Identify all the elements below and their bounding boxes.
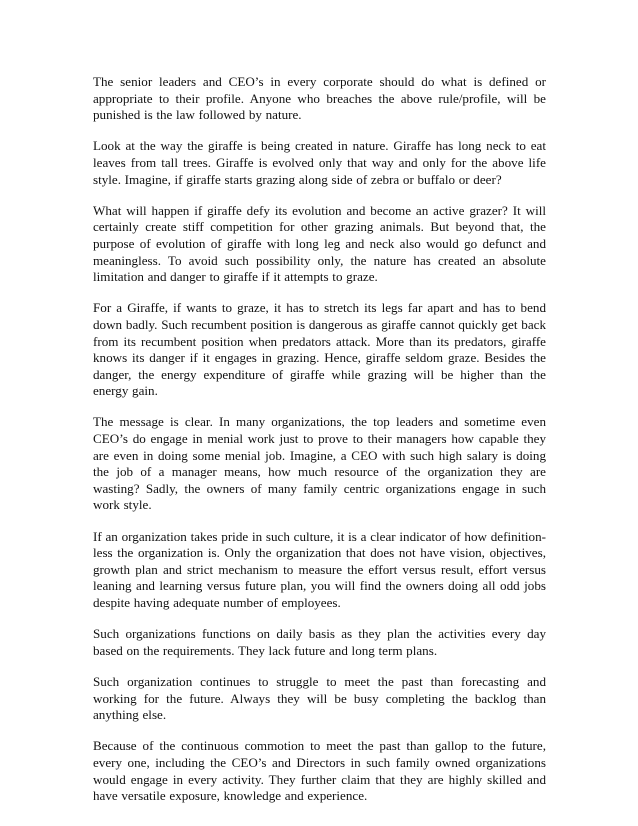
paragraph: If an organization takes pride in such culture, it is a clear indicator of how definition-less the organization is. Only the organization that does not have vision, objectives, growth plan and strict mechanism to measure the effort versus result, effort versus leaning and learning versus future plan, you will find the owners doing all odd jobs despite having adequate number of employees.	[93, 528, 546, 610]
paragraph: What will happen if giraffe defy its evolution and become an active grazer? It will certainly create stiff competition for other grazing animals. But beyond that, the purpose of evolution of giraffe with long leg and neck also would go defunct and meaningless. To avoid such possibility only, the nature has created an absolute limitation and danger to giraffe if it attempts to graze.	[93, 202, 546, 285]
paragraph: The message is clear. In many organizations, the top leaders and sometime even CEO’s do engage in menial work just to prove to their managers how capable they are even in doing some menial job. Imagine, a CEO with such high salary is doing the job of a manager means, how much resource of the organization they are wasting? Sadly, the owners of many family centric organizations engage in such work style.	[93, 414, 546, 513]
paragraph: Such organization continues to struggle to meet the past than forecasting and working for the future. Always they will be busy completing the backlog than anything else.	[93, 673, 546, 723]
document-body	[93, 74, 546, 805]
paragraph: For a Giraffe, if wants to graze, it has to stretch its legs far apart and has to bend down badly. Such recumbent position is dangerous as giraffe cannot quickly get back from its recumbent position when predators attack. More than its predators, giraffe knows its danger if it engages in grazing. Hence, giraffe seldom graze. Besides the danger, the energy expenditure of giraffe while grazing will be higher than the energy gain.	[93, 300, 546, 399]
paragraph: The senior leaders and CEO’s in every corporate should do what is defined or appropriate to their profile. Anyone who breaches the above rule/profile, will be punished is the law followed by nature.	[93, 74, 546, 123]
paragraph: Look at the way the giraffe is being created in nature. Giraffe has long neck to eat leaves from tall trees. Giraffe is evolved only that way and only for the above life style. Imagine, if giraffe starts grazing along side of zebra or buffalo or deer?	[93, 138, 546, 187]
paragraph: Such organizations functions on daily basis as they plan the activities every day based on the requirements. They lack future and long term plans.	[93, 626, 546, 658]
paragraph: Because of the continuous commotion to meet the past than gallop to the future, every one, including the CEO’s and Directors in such family owned organizations would engage in every activity. They further claim that they are highly skilled and have versatile exposure, knowledge and experience.	[93, 738, 546, 804]
